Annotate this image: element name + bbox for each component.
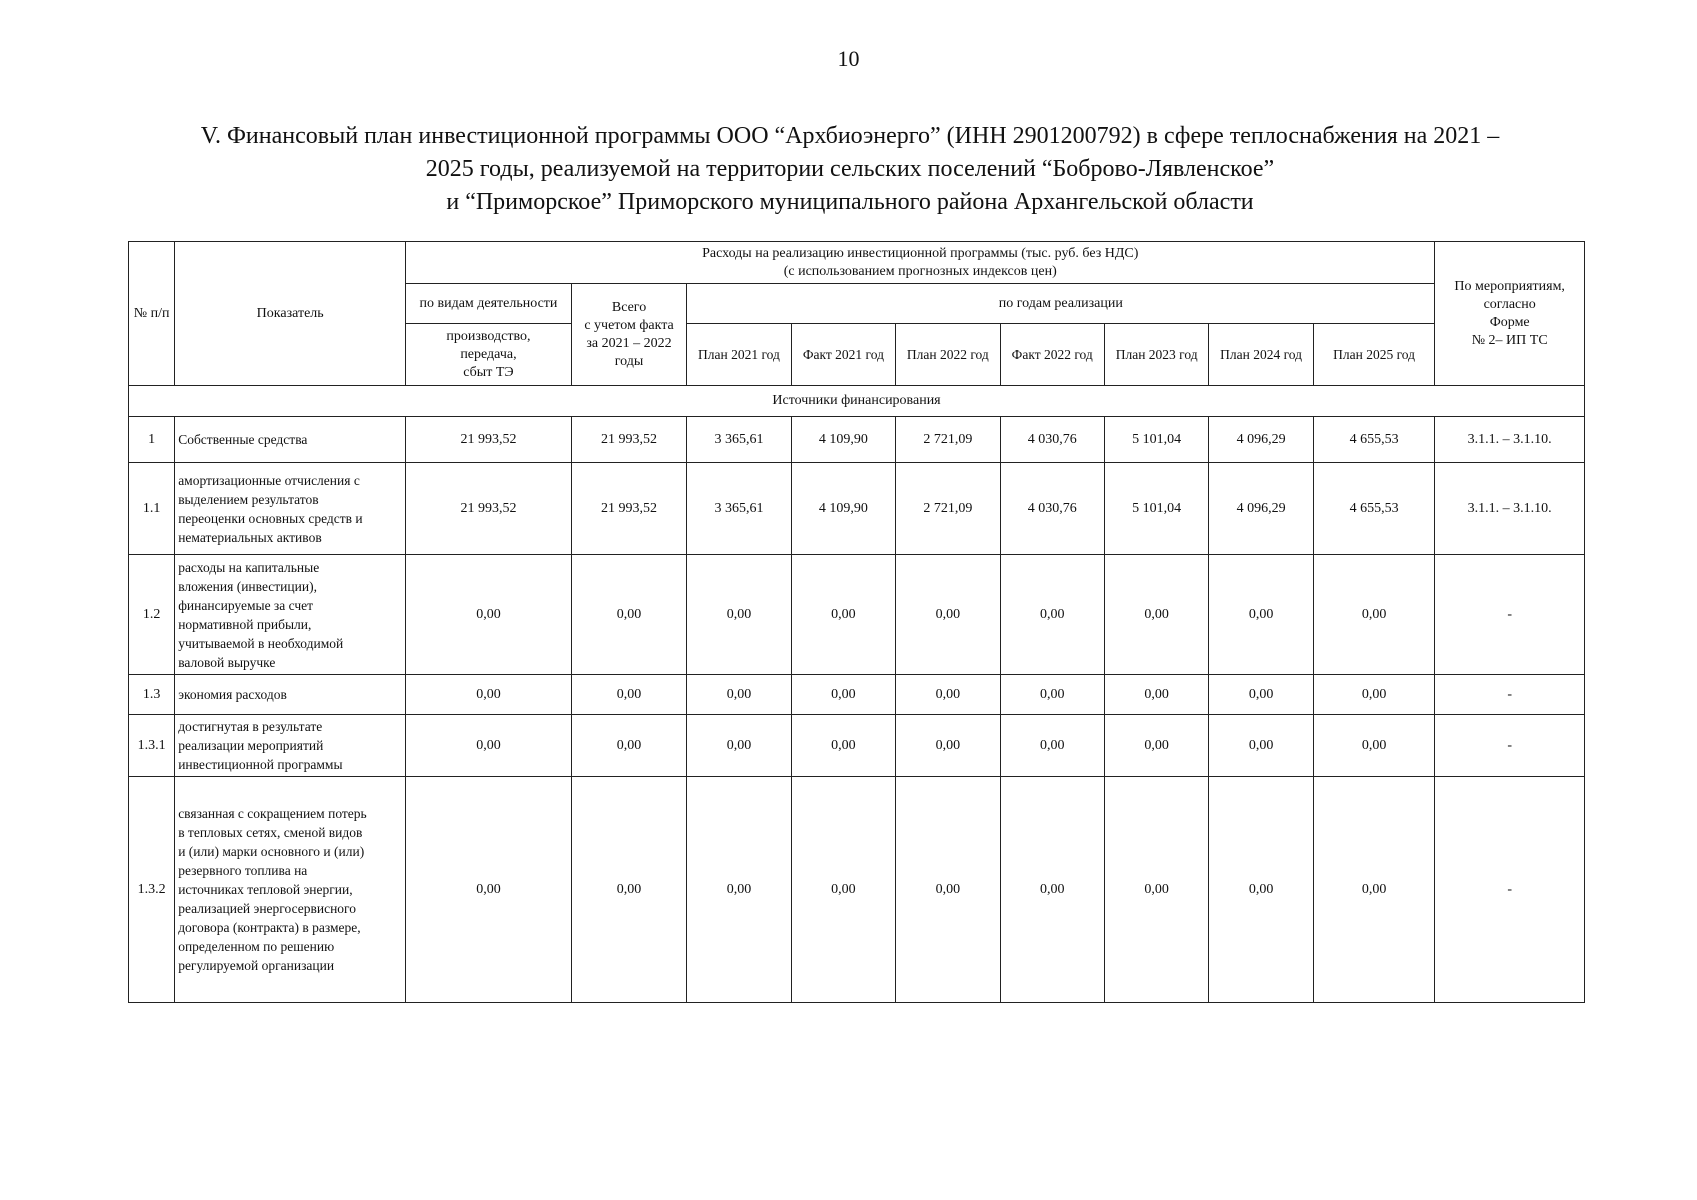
row-activity-value: 0,00 (406, 715, 572, 777)
header-events-line-2: согласно (1483, 296, 1536, 312)
table-row (129, 555, 1585, 675)
row-indicator (175, 715, 406, 777)
header-indicator: Показатель (175, 242, 406, 386)
header-activity-line-1: производство, (446, 328, 531, 344)
header-year: Факт 2022 год (1000, 324, 1104, 386)
indicator-line: расходы на капитальные (178, 559, 320, 575)
row-year-value: 0,00 (687, 555, 791, 675)
row-year-value: 0,00 (896, 555, 1000, 675)
row-activity-value: 21 993,52 (406, 417, 572, 463)
row-year-value: 4 030,76 (1000, 463, 1104, 555)
indicator-line: реализацией энергосервисного (178, 901, 356, 916)
indicator-line: учитываемой в необходимой (178, 635, 344, 651)
indicator-line: выделением результатов (178, 491, 319, 507)
row-year-value: 4 109,90 (791, 463, 895, 555)
header-expenses-line-1: Расходы на реализацию инвестиционной программы (тыс. руб. без НДС) (702, 245, 1139, 261)
header-total-line-3: за 2021 – 2022 (586, 335, 672, 351)
header-year: План 2024 год (1209, 324, 1313, 386)
table-row (129, 463, 1585, 555)
header-total-line-2: с учетом факта (584, 317, 674, 333)
row-num: 1.3.2 (129, 777, 175, 1003)
header-activity-line-3: сбыт ТЭ (463, 364, 514, 380)
indicator-line: Собственные средства (178, 432, 308, 447)
row-year-value: 0,00 (1000, 777, 1104, 1003)
row-year-value: 0,00 (687, 715, 791, 777)
indicator-line: нормативной прибыли, (178, 616, 312, 632)
row-year-value: 0,00 (1000, 715, 1104, 777)
row-year-value: 0,00 (1313, 777, 1435, 1003)
title-line-1: V. Финансовый план инвестиционной программы ООО “Архбиоэнерго” (ИНН 2901200792) в сфере теплоснабжения на 2021 – (200, 123, 1500, 149)
indicator-line: финансируемые за счет (178, 597, 314, 613)
header-events-line-4: № 2– ИП ТС (1471, 332, 1548, 348)
row-num: 1.3 (129, 675, 175, 715)
row-year-value: 0,00 (1209, 715, 1313, 777)
page-number: 10 (837, 46, 860, 71)
row-year-value: 0,00 (896, 777, 1000, 1003)
row-year-value: 4 030,76 (1000, 417, 1104, 463)
row-year-value: 0,00 (896, 715, 1000, 777)
row-year-value: 0,00 (1313, 555, 1435, 675)
indicator-line: связанная с сокращением потерь (178, 806, 367, 821)
indicator-line: амортизационные отчисления с (178, 472, 360, 488)
row-year-value: 0,00 (1209, 555, 1313, 675)
row-total-value: 0,00 (571, 715, 686, 777)
row-num: 1.2 (129, 555, 175, 675)
row-year-value: 4 655,53 (1313, 463, 1435, 555)
table-row (129, 417, 1585, 463)
indicator-line: экономия расходов (178, 687, 287, 702)
indicator-line: определенном по решению (178, 939, 335, 954)
row-year-value: 4 096,29 (1209, 417, 1313, 463)
indicator-line: и (или) марки основного и (или) (178, 844, 365, 859)
row-year-value: 0,00 (1000, 675, 1104, 715)
indicator-line: валовой выручке (178, 654, 276, 670)
header-activity-line-2: передача, (460, 346, 517, 362)
row-events: - (1435, 675, 1585, 715)
row-year-value: 2 721,09 (896, 463, 1000, 555)
header-events (1435, 242, 1585, 386)
row-year-value: 0,00 (1313, 715, 1435, 777)
header-total (571, 284, 686, 386)
header-events-line-3: Форме (1489, 314, 1530, 330)
row-year-value: 0,00 (1209, 675, 1313, 715)
header-num: № п/п (129, 242, 175, 386)
header-by-years: по годам реализации (687, 284, 1435, 324)
table-row (129, 715, 1585, 777)
row-year-value: 0,00 (1104, 777, 1208, 1003)
header-expenses-line-2: (с использованием прогнозных индексов цен) (783, 263, 1057, 279)
row-year-value: 4 655,53 (1313, 417, 1435, 463)
row-num: 1.1 (129, 463, 175, 555)
row-year-value: 3 365,61 (687, 417, 791, 463)
row-year-value: 4 096,29 (1209, 463, 1313, 555)
row-events: 3.1.1. – 3.1.10. (1435, 417, 1585, 463)
header-events-line-1: По мероприятиям, (1454, 278, 1565, 294)
row-indicator (175, 463, 406, 555)
indicator-line: договора (контракта) в размере, (178, 920, 361, 935)
header-year: План 2025 год (1313, 324, 1435, 386)
row-total-value: 0,00 (571, 777, 686, 1003)
row-year-value: 0,00 (687, 675, 791, 715)
header-year: План 2021 год (687, 324, 791, 386)
header-total-line-1: Всего (611, 299, 647, 315)
row-num: 1.3.1 (129, 715, 175, 777)
header-activity-type (406, 324, 572, 386)
row-year-value: 0,00 (791, 777, 895, 1003)
row-year-value: 0,00 (896, 675, 1000, 715)
row-year-value: 2 721,09 (896, 417, 1000, 463)
row-events: - (1435, 715, 1585, 777)
title-line-3: и “Приморское” Приморского муниципального района Архангельской области (446, 189, 1254, 215)
indicator-line: в тепловых сетях, сменой видов (178, 825, 363, 840)
indicator-line: реализации мероприятий (178, 738, 324, 753)
row-activity-value: 21 993,52 (406, 463, 572, 555)
indicator-line: нематериальных активов (178, 529, 322, 545)
indicator-line: резервного топлива на (178, 863, 308, 878)
row-indicator (175, 555, 406, 675)
row-year-value: 0,00 (1104, 675, 1208, 715)
row-year-value: 0,00 (791, 555, 895, 675)
header-year: План 2022 год (896, 324, 1000, 386)
row-total-value: 21 993,52 (571, 417, 686, 463)
header-by-activity: по видам деятельности (406, 284, 572, 324)
indicator-line: вложения (инвестиции), (178, 578, 317, 594)
row-year-value: 3 365,61 (687, 463, 791, 555)
row-year-value: 0,00 (1209, 777, 1313, 1003)
section-title: Источники финансирования (129, 386, 1585, 417)
row-activity-value: 0,00 (406, 777, 572, 1003)
indicator-line: инвестиционной программы (178, 757, 343, 772)
row-year-value: 5 101,04 (1104, 417, 1208, 463)
row-year-value: 0,00 (1104, 555, 1208, 675)
row-year-value: 0,00 (791, 715, 895, 777)
row-num: 1 (129, 417, 175, 463)
row-indicator (175, 417, 406, 463)
header-expenses (406, 242, 1435, 284)
document-title (120, 120, 1580, 219)
row-indicator (175, 675, 406, 715)
header-total-line-4: годы (614, 353, 644, 369)
row-year-value: 4 109,90 (791, 417, 895, 463)
row-activity-value: 0,00 (406, 675, 572, 715)
row-year-value: 0,00 (1000, 555, 1104, 675)
row-year-value: 5 101,04 (1104, 463, 1208, 555)
row-events: - (1435, 777, 1585, 1003)
row-indicator (175, 777, 406, 1003)
table-row (129, 777, 1585, 1003)
row-year-value: 0,00 (1313, 675, 1435, 715)
table-row (129, 675, 1585, 715)
title-line-2: 2025 годы, реализуемой на территории сельских поселений “Боброво-Лявленское” (425, 156, 1275, 182)
row-year-value: 0,00 (791, 675, 895, 715)
row-total-value: 0,00 (571, 555, 686, 675)
header-year: План 2023 год (1104, 324, 1208, 386)
row-total-value: 0,00 (571, 675, 686, 715)
financial-plan-table (128, 241, 1585, 1003)
row-events: - (1435, 555, 1585, 675)
row-year-value: 0,00 (687, 777, 791, 1003)
row-year-value: 0,00 (1104, 715, 1208, 777)
row-events: 3.1.1. – 3.1.10. (1435, 463, 1585, 555)
indicator-line: регулируемой организации (178, 958, 335, 973)
header-year: Факт 2021 год (791, 324, 895, 386)
row-activity-value: 0,00 (406, 555, 572, 675)
indicator-line: источниках тепловой энергии, (178, 882, 353, 897)
indicator-line: достигнутая в результате (178, 719, 323, 734)
indicator-line: переоценки основных средств и (178, 510, 363, 526)
row-total-value: 21 993,52 (571, 463, 686, 555)
